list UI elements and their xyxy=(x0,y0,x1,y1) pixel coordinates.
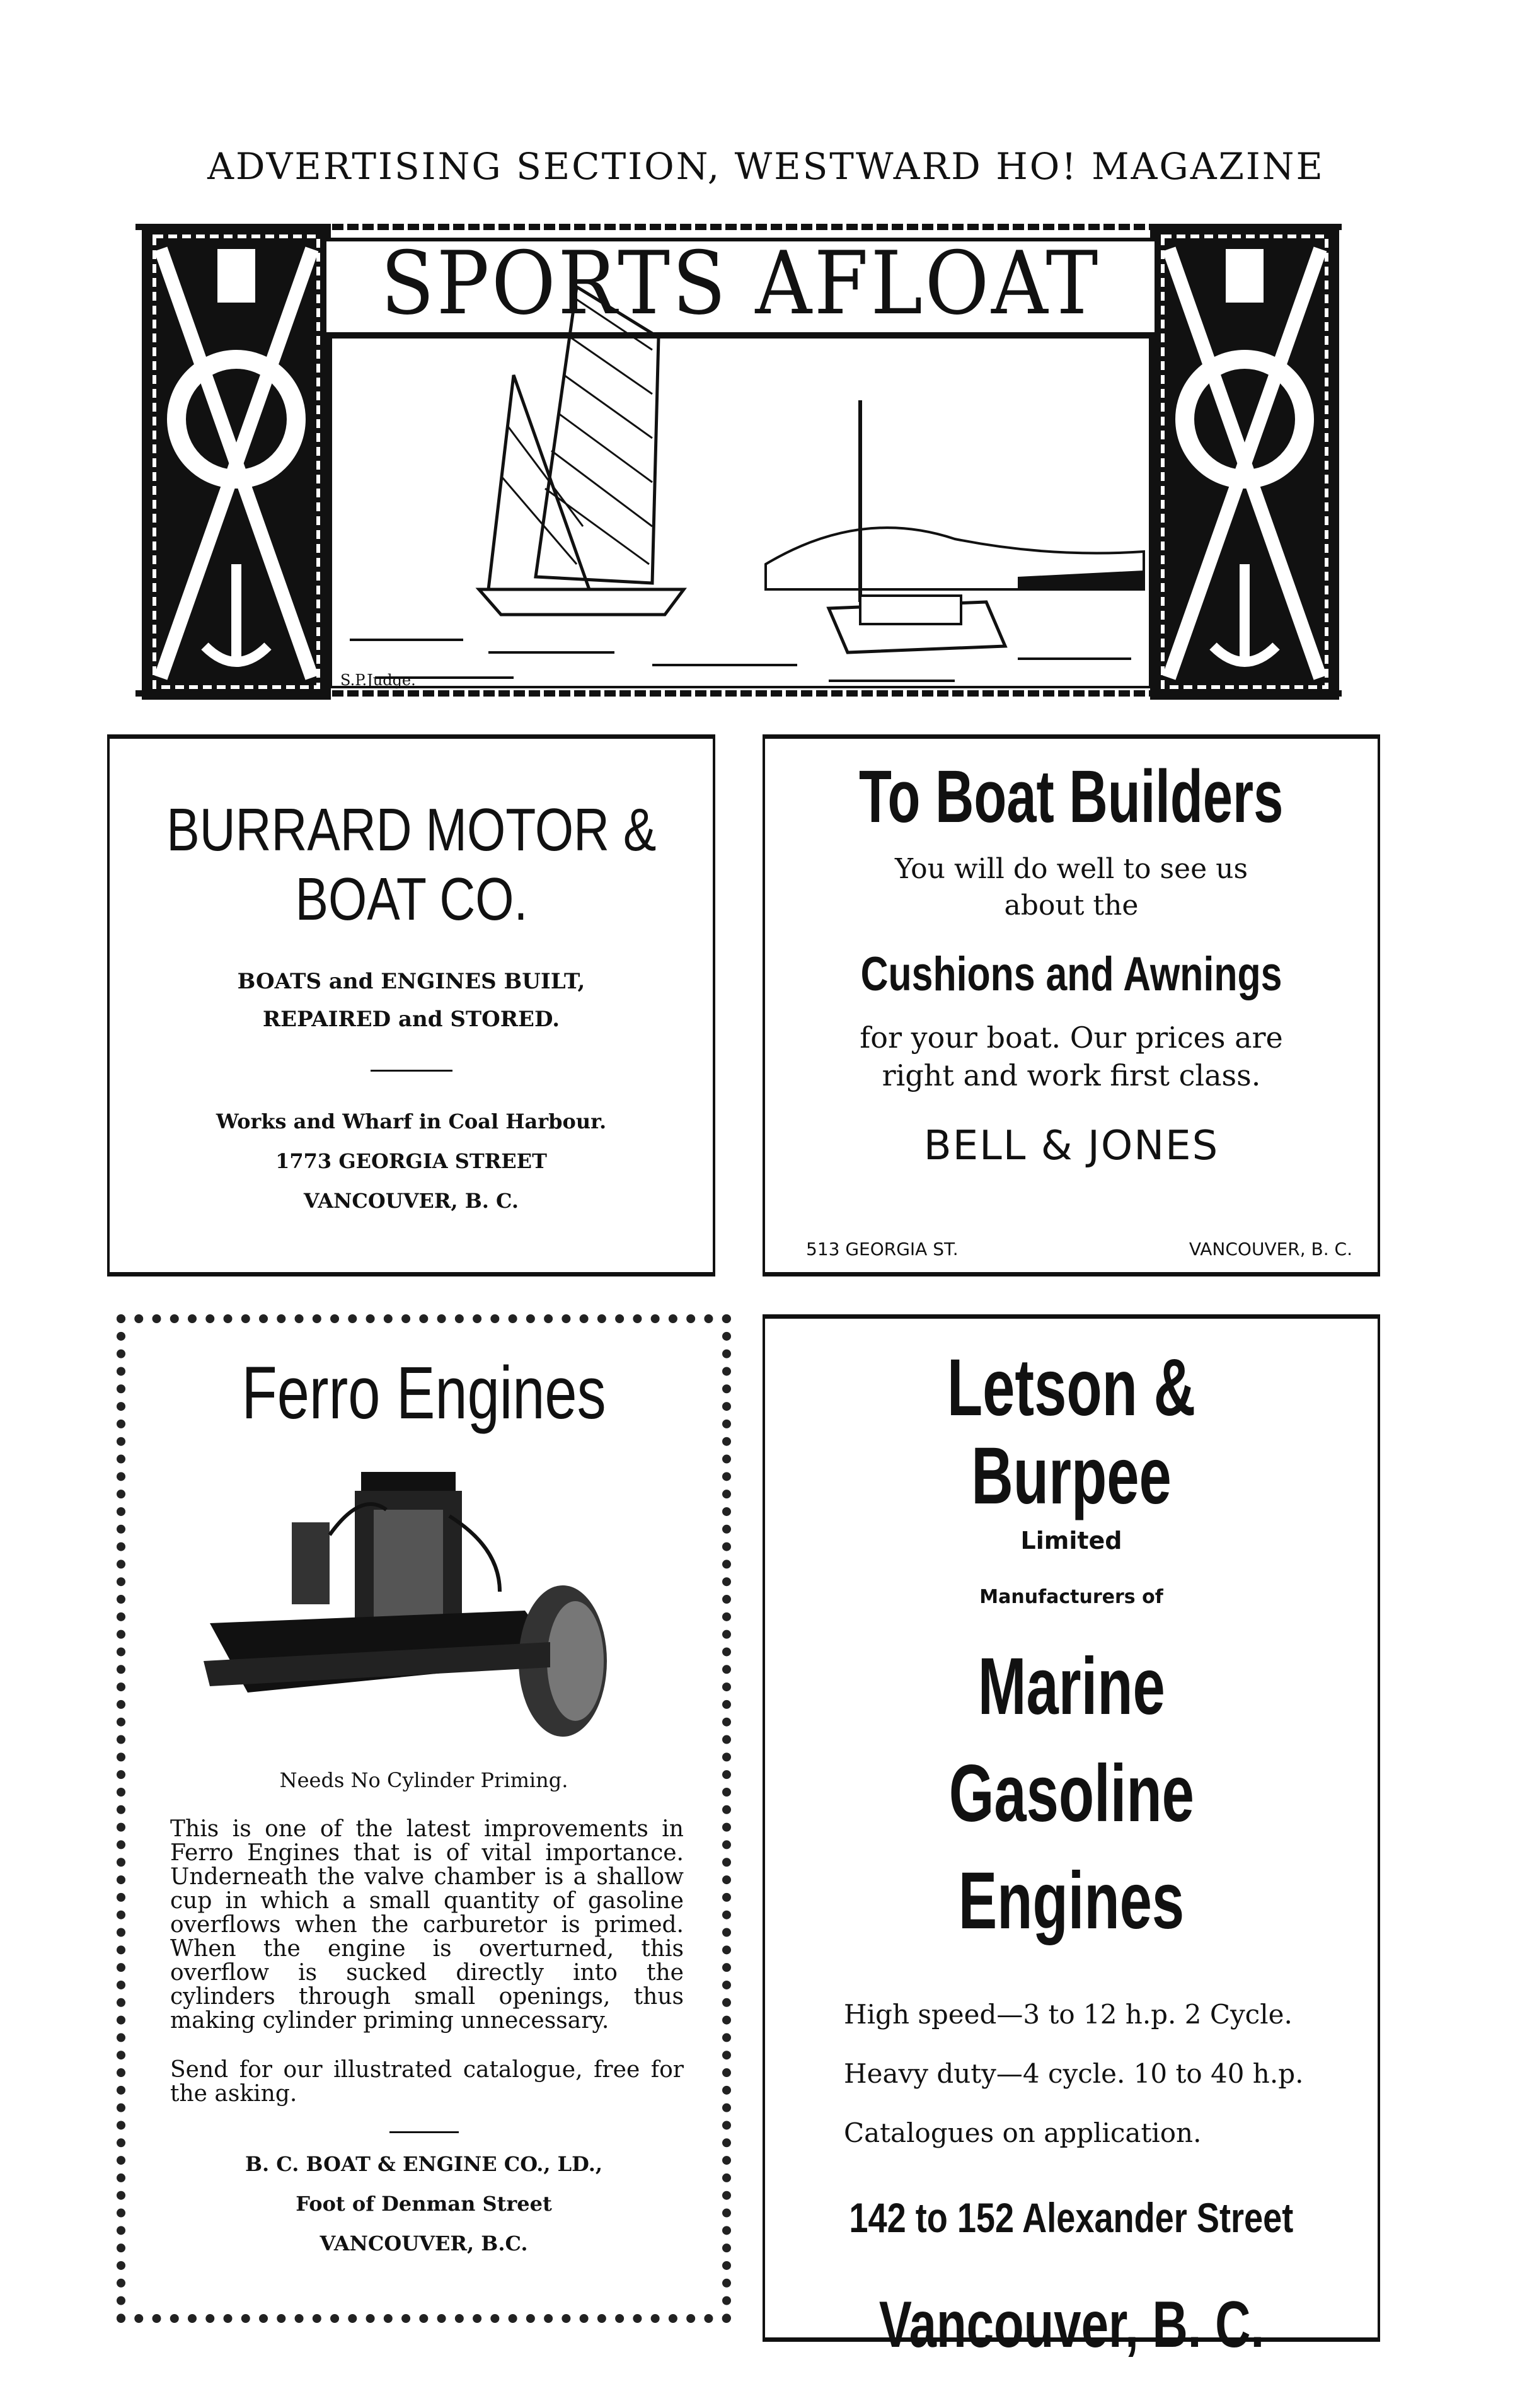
letson-product-line2: Gasoline xyxy=(948,1749,1194,1839)
letson-burpee-ad xyxy=(763,1314,1380,2361)
bell-jones-firm: BELL & JONES xyxy=(923,1123,1219,1169)
letson-name: Letson & Burpee xyxy=(947,1343,1196,1521)
bell-jones-product: Cushions and Awnings xyxy=(860,947,1282,1001)
bell-jones-city: VANCOUVER, B. C. xyxy=(1189,1239,1352,1259)
ferro-engines-ad xyxy=(117,1314,731,2323)
burrard-services-line2: REPAIRED and STORED. xyxy=(262,1007,560,1032)
ferro-offer: Send for our illustrated catalogue, free for the asking. xyxy=(170,2057,684,2107)
burrard-name-line1: BURRARD MOTOR & xyxy=(166,796,657,864)
letson-manufacturers: Manufacturers of xyxy=(979,1586,1163,1608)
burrard-motor-boat-ad xyxy=(107,734,715,1276)
bell-jones-body: for your boat. Our prices are right and work first class. xyxy=(860,1021,1283,1092)
letson-limited: Limited xyxy=(1020,1527,1122,1554)
artist-signature: S.P.Judge. xyxy=(340,671,416,689)
divider xyxy=(371,1070,452,1072)
ferro-caption: Needs No Cylinder Priming. xyxy=(279,1768,568,1792)
ferro-street: Foot of Denman Street xyxy=(296,2192,552,2216)
bell-jones-ad xyxy=(763,734,1380,1276)
burrard-services-line1: BOATS and ENGINES BUILT, xyxy=(237,969,585,994)
letson-address: 142 to 152 Alexander Street xyxy=(849,2194,1294,2241)
burrard-street: 1773 GEORGIA STREET xyxy=(275,1149,547,1173)
bell-jones-address: 513 GEORGIA ST. xyxy=(806,1239,959,1259)
letson-spec1: High speed—3 to 12 h.p. 2 Cycle. xyxy=(844,1999,1293,2030)
letson-product-line1: Marine xyxy=(977,1641,1165,1732)
ferro-company: B. C. BOAT & ENGINE CO., LD., xyxy=(245,2152,603,2176)
letson-product-line3: Engines xyxy=(958,1856,1185,1946)
page-header: ADVERTISING SECTION, WESTWARD HO! MAGAZINE xyxy=(207,145,1325,188)
divider xyxy=(389,2131,459,2133)
left-pillar-ornament xyxy=(142,224,331,700)
banner-title: SPORTS AFLOAT xyxy=(381,233,1100,334)
letson-catalogues: Catalogues on application. xyxy=(844,2117,1202,2148)
letson-spec2: Heavy duty—4 cycle. 10 to 40 h.p. xyxy=(844,2058,1304,2089)
burrard-name-line2: BOAT CO. xyxy=(295,865,527,933)
engine-illustration xyxy=(172,1453,676,1749)
ferro-city: VANCOUVER, B.C. xyxy=(320,2231,528,2255)
burrard-city: VANCOUVER, B. C. xyxy=(303,1189,519,1213)
bell-jones-intro: You will do well to see us about the xyxy=(894,853,1248,922)
ferro-headline: Ferro Engines xyxy=(241,1352,606,1435)
ferro-body: This is one of the latest improvements in Ferro Engines that is of vital importance. Underneath the valve chamber is a shallow cup in which a small quantity of gasoline overflows when the carburetor is primed. When the engine is overturned, this overflow is sucked directly into the cylinders through small openings, thus making cylinder priming unnecessary. xyxy=(170,1816,684,2034)
right-pillar-ornament xyxy=(1150,224,1339,700)
burrard-works: Works and Wharf in Coal Harbour. xyxy=(216,1109,607,1133)
bell-jones-headline: To Boat Builders xyxy=(859,755,1284,838)
letson-city: Vancouver, B. C. xyxy=(878,2288,1264,2361)
